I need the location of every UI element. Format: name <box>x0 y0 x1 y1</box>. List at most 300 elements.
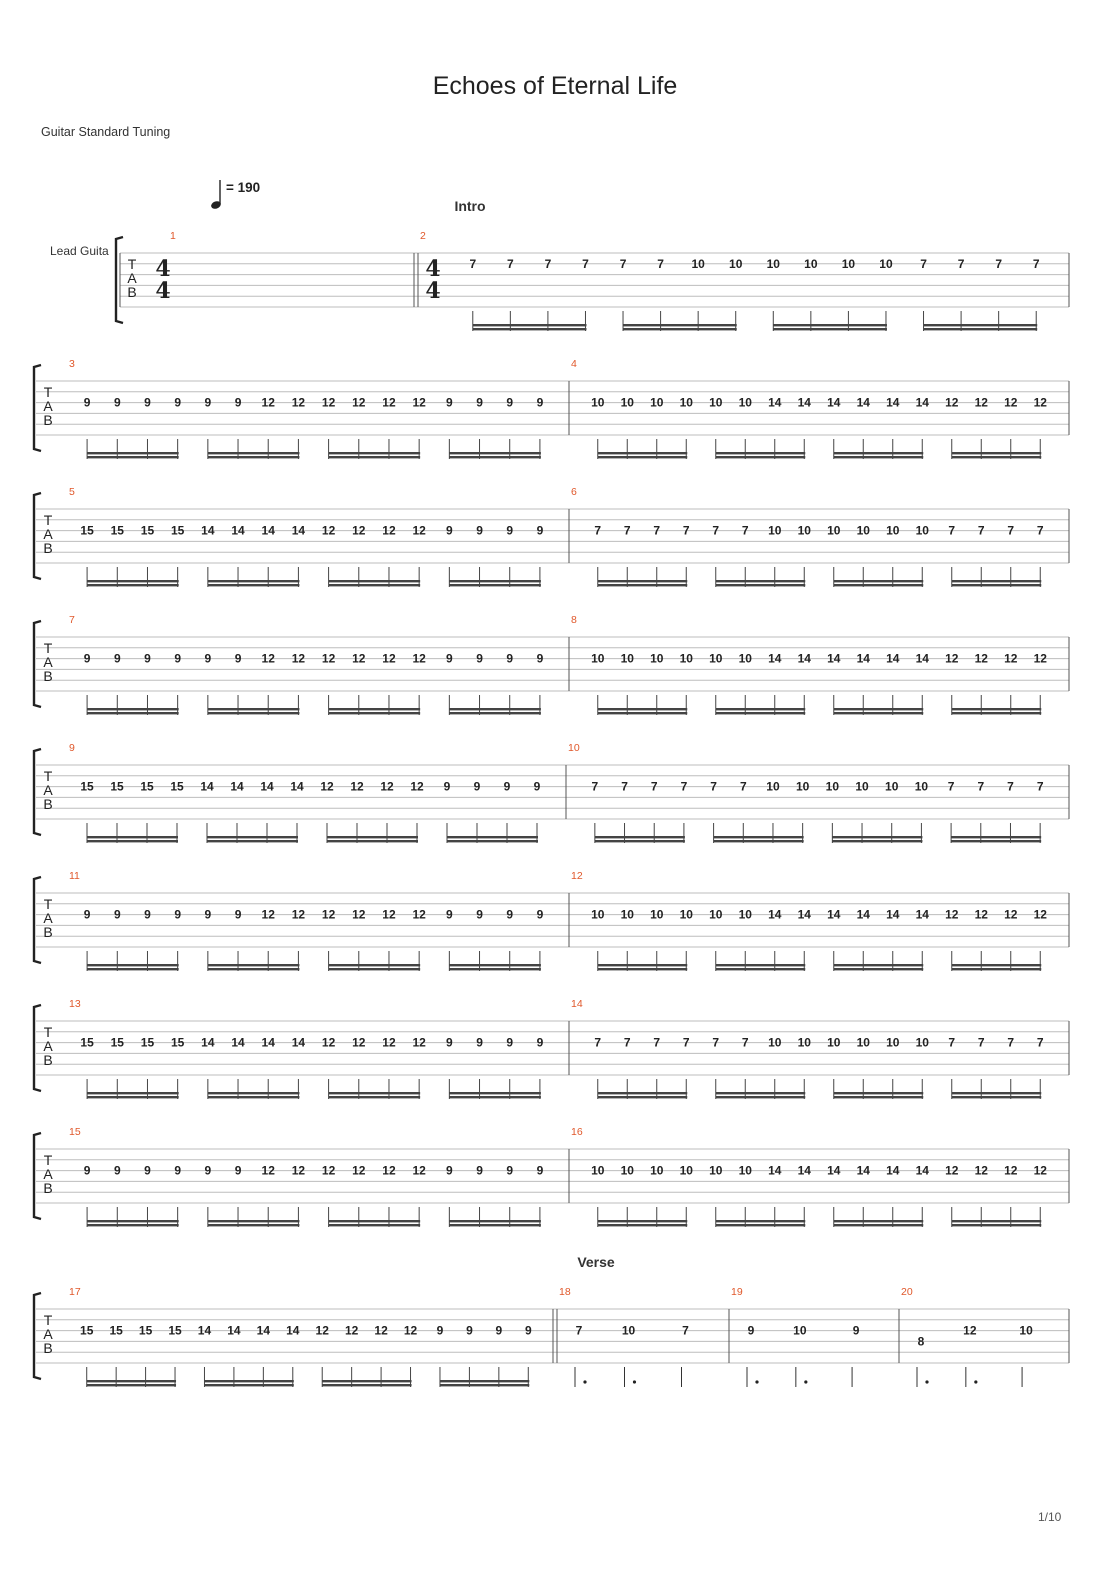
fret-number: 12 <box>974 1163 988 1178</box>
fret-number: 10 <box>827 523 841 538</box>
tab-clef-a: A <box>43 526 53 542</box>
fret-number: 10 <box>793 1323 807 1338</box>
fret-number: 10 <box>738 395 752 410</box>
tab-clef-t: T <box>43 896 53 912</box>
fret-number: 9 <box>476 395 483 410</box>
fret-number: 10 <box>650 907 664 922</box>
fret-number: 14 <box>797 651 811 666</box>
fret-number: 9 <box>476 1163 483 1178</box>
beam <box>598 1096 688 1098</box>
bar-number: 8 <box>571 614 577 626</box>
fret-number: 15 <box>110 523 124 538</box>
fret-number: 10 <box>650 1163 664 1178</box>
beam <box>322 1384 411 1386</box>
bar-number: 9 <box>69 742 75 754</box>
score-title: Echoes of Eternal Life <box>432 72 678 100</box>
fret-number: 7 <box>739 779 747 794</box>
fret-number: 9 <box>533 779 541 794</box>
fret-number: 7 <box>623 1035 631 1050</box>
beam <box>449 712 541 714</box>
system-bracket <box>34 877 41 963</box>
beam <box>447 836 538 838</box>
fret-number: 9 <box>144 907 151 922</box>
beam <box>329 584 421 586</box>
beam <box>716 968 806 970</box>
beam <box>204 1380 293 1382</box>
beam <box>207 840 298 842</box>
beam <box>473 328 587 330</box>
tab-clef-t: T <box>43 1152 53 1168</box>
fret-number: 12 <box>321 395 336 410</box>
beam <box>716 1092 806 1094</box>
fret-number: 14 <box>768 395 782 410</box>
system-bracket <box>34 1293 41 1379</box>
fret-number: 12 <box>261 651 275 666</box>
fret-number: 12 <box>1004 651 1018 666</box>
bar-number: 2 <box>420 230 426 242</box>
tab-clef-b: B <box>43 924 53 940</box>
fret-number: 12 <box>1004 907 1018 922</box>
beam <box>87 584 179 586</box>
fret-number: 10 <box>825 779 840 794</box>
fret-number: 9 <box>113 395 121 410</box>
fret-number: 7 <box>712 1035 720 1050</box>
system-bracket <box>34 621 41 707</box>
tab-clef-t: T <box>127 256 137 272</box>
beam <box>834 968 924 970</box>
tab-clef-b: B <box>127 284 137 300</box>
fret-number: 10 <box>914 779 929 794</box>
beam <box>208 1224 300 1226</box>
fret-number: 9 <box>852 1323 860 1338</box>
bar-number: 19 <box>731 1286 743 1298</box>
fret-number: 9 <box>506 395 514 410</box>
bar-number: 12 <box>571 870 583 882</box>
fret-number: 7 <box>623 523 631 538</box>
beam <box>623 328 737 330</box>
fret-number: 7 <box>712 523 720 538</box>
beam <box>834 712 924 714</box>
tab-clef-b: B <box>43 540 53 556</box>
beam <box>329 968 421 970</box>
fret-number: 14 <box>261 1035 275 1050</box>
fret-number: 12 <box>261 907 275 922</box>
fret-number: 7 <box>657 256 664 271</box>
beam <box>716 584 806 586</box>
tab-clef-a: A <box>43 1038 53 1054</box>
tab-clef-b: B <box>43 1340 53 1356</box>
beam <box>329 580 421 582</box>
fret-number: 10 <box>768 1035 782 1050</box>
fret-number: 10 <box>620 651 634 666</box>
fret-number: 10 <box>621 1323 636 1338</box>
fret-number: 12 <box>382 1163 396 1178</box>
bar-number: 4 <box>571 358 577 370</box>
fret-number: 15 <box>110 1035 124 1050</box>
fret-number: 7 <box>591 779 599 794</box>
fret-number: 12 <box>403 1323 418 1338</box>
fret-number: 12 <box>382 907 396 922</box>
fret-number: 9 <box>473 779 481 794</box>
fret-number: 10 <box>915 1035 929 1050</box>
fret-number: 7 <box>507 256 514 271</box>
fret-number: 9 <box>83 907 91 922</box>
fret-number: 14 <box>886 1163 900 1178</box>
beam <box>208 1092 300 1094</box>
beam <box>208 584 300 586</box>
fret-number: 9 <box>204 907 212 922</box>
beam <box>952 452 1042 454</box>
fret-number: 10 <box>591 1163 605 1178</box>
fret-number: 9 <box>113 651 121 666</box>
fret-number: 14 <box>231 523 245 538</box>
beam <box>329 708 421 710</box>
beam <box>447 840 538 842</box>
beam <box>87 836 178 838</box>
beam <box>329 964 421 966</box>
fret-number: 10 <box>729 256 743 271</box>
fret-number: 12 <box>352 1163 366 1178</box>
fret-number: 14 <box>856 651 870 666</box>
fret-number: 9 <box>234 651 242 666</box>
fret-number: 12 <box>974 651 988 666</box>
fret-number: 14 <box>886 651 900 666</box>
fret-number: 14 <box>827 907 841 922</box>
bar-number: 5 <box>69 486 75 498</box>
fret-number: 9 <box>536 523 544 538</box>
beam <box>716 456 806 458</box>
fret-number: 14 <box>231 1035 245 1050</box>
fret-number: 12 <box>321 1163 336 1178</box>
fret-number: 12 <box>291 651 306 666</box>
fret-number: 9 <box>524 1323 532 1338</box>
fret-number: 15 <box>140 523 155 538</box>
time-signature-bottom: 4 <box>155 278 171 304</box>
fret-number: 9 <box>536 651 544 666</box>
fret-number: 10 <box>1019 1323 1033 1338</box>
beam <box>598 1224 688 1226</box>
beam <box>714 836 804 838</box>
fret-number: 12 <box>321 907 336 922</box>
fret-number: 14 <box>856 1163 870 1178</box>
fret-number: 9 <box>144 395 151 410</box>
tab-clef-b: B <box>43 1052 53 1068</box>
bar-number: 14 <box>571 998 583 1010</box>
beam <box>329 1224 421 1226</box>
fret-number: 7 <box>995 256 1002 271</box>
beam <box>952 1224 1042 1226</box>
beam <box>329 712 421 714</box>
fret-number: 12 <box>321 523 336 538</box>
beam <box>449 1096 541 1098</box>
beam <box>449 584 541 586</box>
beam <box>716 708 806 710</box>
fret-number: 9 <box>446 395 453 410</box>
fret-number: 7 <box>741 1035 749 1050</box>
fret-number: 7 <box>710 779 717 794</box>
fret-number: 14 <box>261 523 275 538</box>
bar-number: 15 <box>69 1126 81 1138</box>
beam <box>87 580 179 582</box>
beam <box>327 836 418 838</box>
tab-clef-t: T <box>43 384 53 400</box>
fret-number: 12 <box>1033 1163 1047 1178</box>
fret-number: 14 <box>915 1163 929 1178</box>
fret-number: 7 <box>594 523 602 538</box>
fret-number: 12 <box>1033 651 1047 666</box>
fret-number: 7 <box>977 1035 985 1050</box>
fret-number: 7 <box>469 256 477 271</box>
fret-number: 12 <box>1033 395 1047 410</box>
beam <box>329 456 421 458</box>
fret-number: 10 <box>915 523 929 538</box>
beam <box>329 452 421 454</box>
time-signature-bottom: 4 <box>425 278 441 304</box>
fret-number: 12 <box>382 395 396 410</box>
beam <box>208 1220 300 1222</box>
tab-clef-t: T <box>43 768 53 784</box>
page-number: 1/10 <box>1038 1510 1062 1524</box>
fret-number: 9 <box>476 523 483 538</box>
fret-number: 12 <box>412 395 426 410</box>
beam <box>87 1224 179 1226</box>
fret-number: 9 <box>443 779 451 794</box>
beam <box>327 840 418 842</box>
bar-number: 17 <box>69 1286 81 1298</box>
fret-number: 9 <box>446 1163 453 1178</box>
tab-clef-b: B <box>43 412 53 428</box>
beam <box>714 840 804 842</box>
fret-number: 9 <box>506 523 514 538</box>
fret-number: 9 <box>234 1163 242 1178</box>
fret-number: 9 <box>466 1323 473 1338</box>
fret-number: 7 <box>947 779 955 794</box>
beam <box>87 1092 179 1094</box>
fret-number: 10 <box>886 523 900 538</box>
fret-number: 9 <box>83 1163 91 1178</box>
bar-number: 20 <box>901 1286 913 1298</box>
beam <box>598 452 688 454</box>
bar-number: 7 <box>69 614 75 626</box>
beam <box>449 456 541 458</box>
tab-clef-a: A <box>43 654 53 670</box>
fret-number: 9 <box>476 907 483 922</box>
fret-number: 14 <box>768 1163 782 1178</box>
fret-number: 12 <box>261 395 275 410</box>
beam <box>716 1224 806 1226</box>
bar-number: 18 <box>559 1286 571 1298</box>
fret-number: 7 <box>682 523 690 538</box>
fret-number: 7 <box>653 523 661 538</box>
fret-number: 14 <box>201 523 215 538</box>
fret-number: 14 <box>290 779 304 794</box>
tab-clef-t: T <box>43 640 53 656</box>
beam <box>598 584 688 586</box>
beam <box>449 1092 541 1094</box>
system-bracket <box>34 749 41 835</box>
beam <box>329 1220 421 1222</box>
fret-number: 14 <box>827 1163 841 1178</box>
fret-number: 12 <box>321 651 336 666</box>
fret-number: 10 <box>679 1163 693 1178</box>
beam <box>87 964 179 966</box>
beam <box>598 580 688 582</box>
beam <box>329 1092 421 1094</box>
tab-clef-b: B <box>43 796 53 812</box>
fret-number: 7 <box>653 1035 661 1050</box>
tab-clef-t: T <box>43 1312 53 1328</box>
fret-number: 9 <box>204 651 212 666</box>
fret-number: 7 <box>575 1323 583 1338</box>
fret-number: 9 <box>113 907 121 922</box>
fret-number: 9 <box>506 651 514 666</box>
fret-number: 10 <box>709 907 723 922</box>
beam <box>716 1220 806 1222</box>
beam <box>834 452 924 454</box>
fret-number: 12 <box>945 907 959 922</box>
fret-number: 9 <box>476 1035 483 1050</box>
beam <box>832 836 922 838</box>
fret-number: 12 <box>352 523 366 538</box>
fret-number: 14 <box>797 907 811 922</box>
tab-clef-b: B <box>43 668 53 684</box>
fret-number: 7 <box>680 779 688 794</box>
beam <box>952 1220 1042 1222</box>
beam <box>87 1384 176 1386</box>
system-bracket <box>34 493 41 579</box>
beam <box>595 836 685 838</box>
fret-number: 7 <box>1007 1035 1015 1050</box>
fret-number: 9 <box>144 1163 151 1178</box>
beam <box>952 964 1042 966</box>
fret-number: 9 <box>536 395 544 410</box>
fret-number: 12 <box>344 1323 359 1338</box>
fret-number: 9 <box>506 1035 514 1050</box>
section-label: Intro <box>454 198 486 214</box>
beam <box>207 836 298 838</box>
fret-number: 14 <box>915 395 929 410</box>
fret-number: 15 <box>168 1323 182 1338</box>
fret-number: 9 <box>174 395 181 410</box>
fret-number: 14 <box>227 1323 241 1338</box>
fret-number: 10 <box>738 1163 752 1178</box>
bar-number: 6 <box>571 486 577 498</box>
fret-number: 8 <box>917 1334 925 1349</box>
fret-number: 14 <box>768 651 782 666</box>
beam <box>208 456 300 458</box>
fret-number: 10 <box>620 395 634 410</box>
fret-number: 7 <box>1036 779 1044 794</box>
beam <box>716 452 806 454</box>
fret-number: 9 <box>83 651 91 666</box>
fret-number: 9 <box>503 779 511 794</box>
fret-number: 12 <box>412 523 426 538</box>
beam <box>87 1380 176 1382</box>
beam <box>834 456 924 458</box>
bar-number: 16 <box>571 1126 583 1138</box>
system-bracket <box>34 365 41 451</box>
fret-number: 10 <box>591 907 605 922</box>
fret-number: 12 <box>963 1323 977 1338</box>
beam <box>952 712 1042 714</box>
beam <box>952 584 1042 586</box>
fret-number: 10 <box>795 779 810 794</box>
fret-number: 12 <box>291 907 306 922</box>
beam <box>834 1224 924 1226</box>
fret-number: 12 <box>412 1035 426 1050</box>
fret-number: 14 <box>200 779 214 794</box>
beam <box>773 328 887 330</box>
tab-clef-a: A <box>127 270 137 286</box>
beam <box>449 1220 541 1222</box>
fret-number: 12 <box>412 907 426 922</box>
section-label: Verse <box>577 1254 615 1270</box>
time-signature-top: 4 <box>155 256 171 282</box>
fret-number: 14 <box>201 1035 215 1050</box>
system-bracket <box>34 1133 41 1219</box>
fret-number: 10 <box>804 256 818 271</box>
fret-number: 9 <box>204 395 212 410</box>
fret-number: 14 <box>886 395 900 410</box>
fret-number: 10 <box>797 1035 811 1050</box>
fret-number: 10 <box>768 523 782 538</box>
fret-number: 7 <box>582 256 589 271</box>
beam <box>449 580 541 582</box>
fret-number: 9 <box>476 651 483 666</box>
fret-number: 7 <box>682 1035 690 1050</box>
fret-number: 12 <box>410 779 424 794</box>
tab-clef-b: B <box>43 1180 53 1196</box>
beam <box>87 712 179 714</box>
beam <box>832 840 922 842</box>
fret-number: 9 <box>446 907 453 922</box>
fret-number: 12 <box>320 779 334 794</box>
beam <box>440 1380 529 1382</box>
fret-number: 14 <box>286 1323 300 1338</box>
fret-number: 12 <box>1033 907 1047 922</box>
fret-number: 12 <box>315 1323 329 1338</box>
fret-number: 10 <box>679 651 693 666</box>
fret-number: 15 <box>170 1035 185 1050</box>
beam <box>208 712 300 714</box>
beam <box>598 968 688 970</box>
fret-number: 7 <box>1007 779 1014 794</box>
tab-clef-a: A <box>43 1326 53 1342</box>
fret-number: 7 <box>977 523 985 538</box>
dot-mark <box>755 1380 758 1383</box>
beam <box>716 712 806 714</box>
fret-number: 7 <box>682 1323 689 1338</box>
beam <box>952 968 1042 970</box>
beam <box>449 452 541 454</box>
fret-number: 7 <box>594 1035 602 1050</box>
tab-clef-t: T <box>43 512 53 528</box>
bar-number: 11 <box>69 870 80 882</box>
fret-number: 12 <box>352 651 366 666</box>
system-bracket <box>34 1005 41 1091</box>
time-signature-top: 4 <box>425 256 441 282</box>
fret-number: 9 <box>174 907 181 922</box>
fret-number: 15 <box>170 523 185 538</box>
fret-number: 9 <box>234 395 242 410</box>
fret-number: 9 <box>144 651 151 666</box>
fret-number: 10 <box>709 395 723 410</box>
beam <box>834 964 924 966</box>
beam <box>208 964 300 966</box>
beam <box>473 324 587 326</box>
fret-number: 9 <box>204 1163 212 1178</box>
fret-number: 15 <box>138 1323 153 1338</box>
